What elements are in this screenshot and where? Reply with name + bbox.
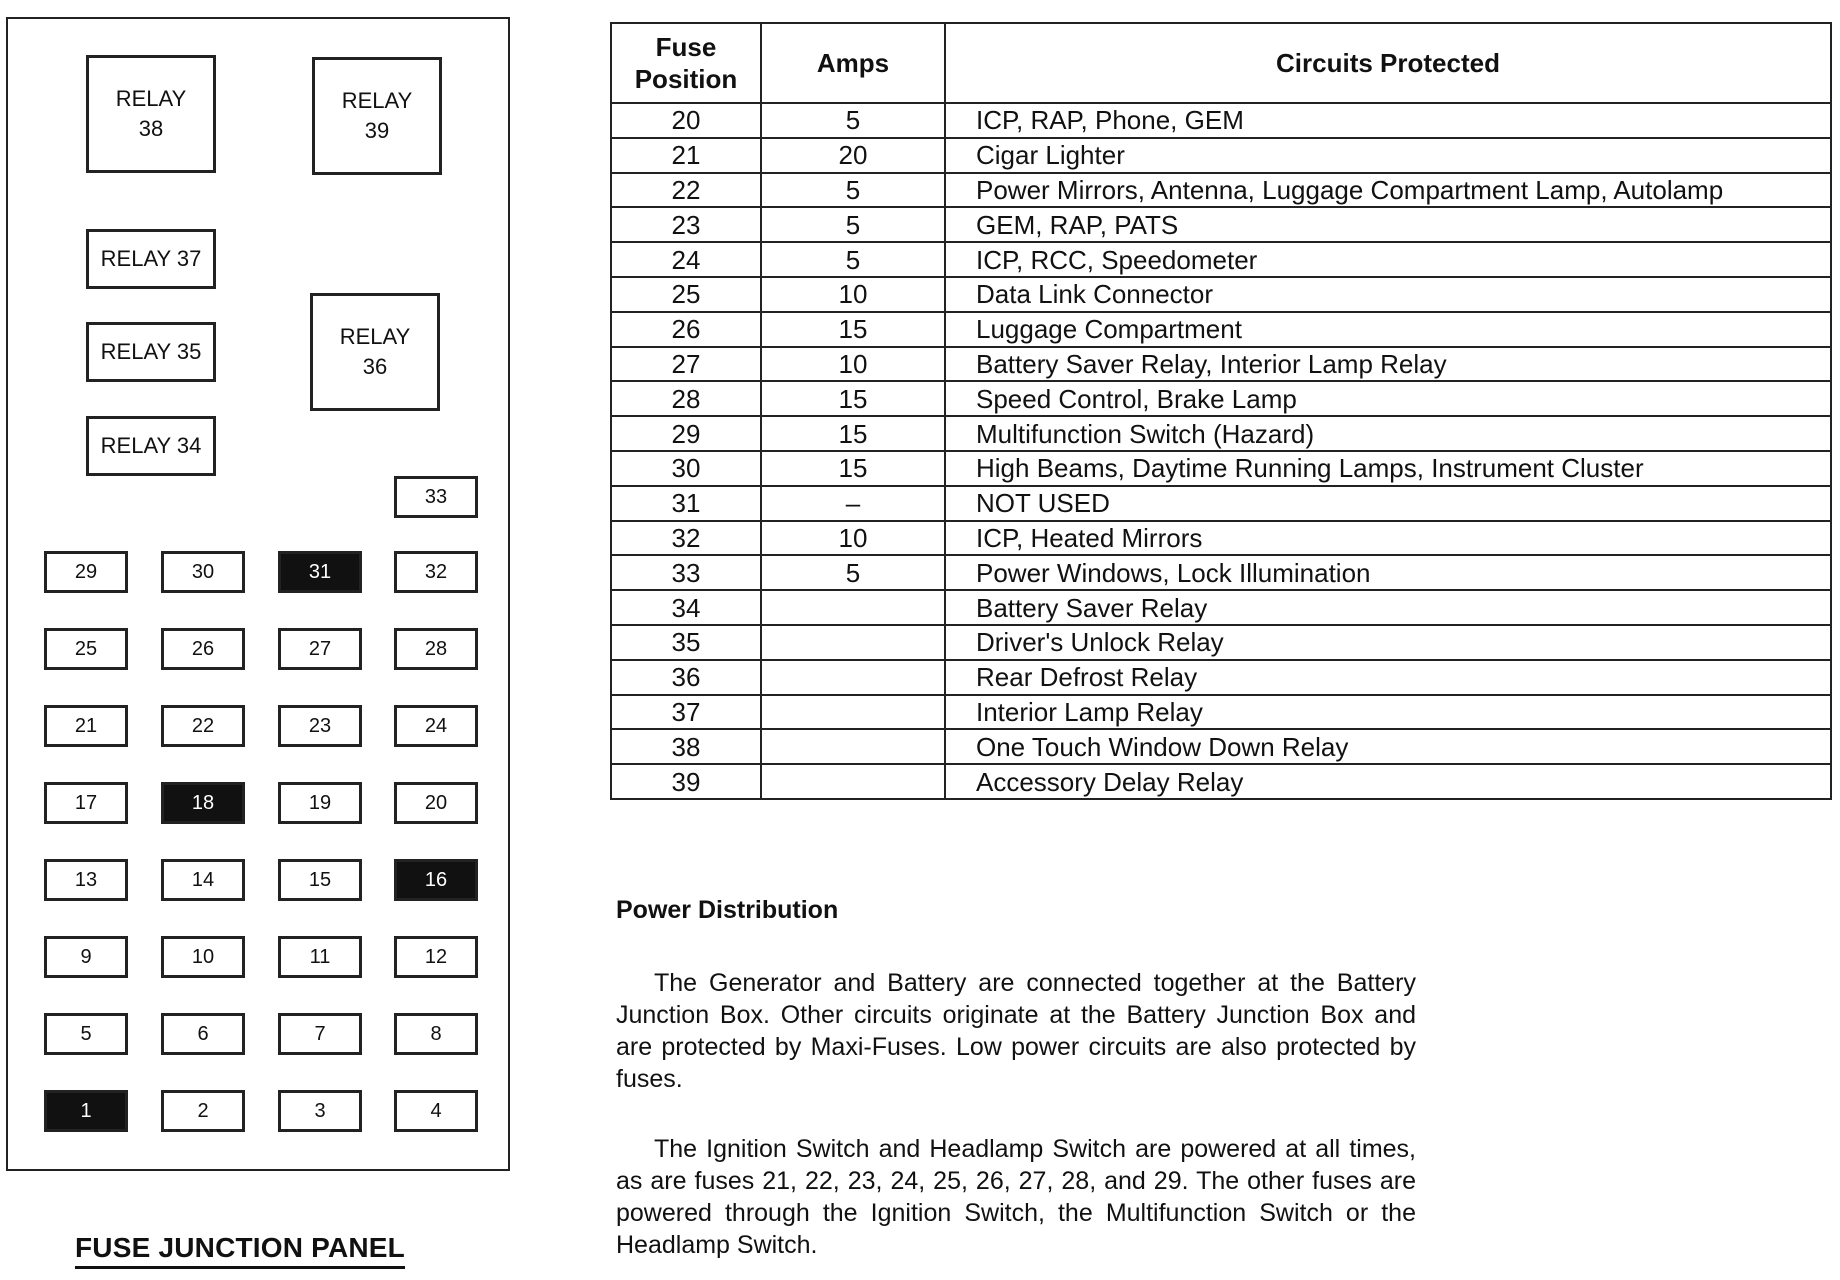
table-row (611, 486, 1831, 521)
relay-39-label-line2: 39 (364, 118, 390, 143)
cell-amps: 5 (761, 173, 945, 208)
fuse-1: 1 (44, 1090, 128, 1132)
relay-38-label-line2: 38 (138, 116, 164, 141)
cell-position: 22 (611, 173, 761, 208)
fuse-11: 11 (278, 936, 362, 978)
cell-position: 20 (611, 103, 761, 138)
fuse-8: 8 (394, 1013, 478, 1055)
cell-circuits: Cigar Lighter (945, 138, 1831, 173)
cell-circuits: One Touch Window Down Relay (945, 729, 1831, 764)
fuse-22: 22 (161, 705, 245, 747)
relay-35: RELAY 35 (86, 322, 216, 382)
table-row (611, 207, 1831, 242)
cell-position: 29 (611, 416, 761, 451)
relay-36 (310, 293, 440, 411)
table-row (611, 173, 1831, 208)
cell-circuits: High Beams, Daytime Running Lamps, Instrument Cluster (945, 451, 1831, 486)
cell-circuits: Speed Control, Brake Lamp (945, 381, 1831, 416)
cell-circuits: Accessory Delay Relay (945, 764, 1831, 799)
cell-position: 36 (611, 660, 761, 695)
cell-circuits: NOT USED (945, 486, 1831, 521)
power-distribution-paragraph-2: The Ignition Switch and Headlamp Switch are powered at all times, as are fuses 21, 22, 23, 24, 25, 26, 27, 28, and 29. The other fuses are powered through the Ignition Switch, the Multifunction Switch or the Headlamp Switch. (616, 1135, 1416, 1259)
cell-position: 38 (611, 729, 761, 764)
table-header-row (611, 23, 1831, 103)
table-row (611, 138, 1831, 173)
cell-amps (761, 625, 945, 660)
cell-circuits: Driver's Unlock Relay (945, 625, 1831, 660)
cell-position: 30 (611, 451, 761, 486)
fuse-31: 31 (278, 551, 362, 593)
cell-amps: 5 (761, 555, 945, 590)
relay-36-label-line1: RELAY (339, 324, 411, 349)
relay-38 (86, 55, 216, 173)
fuse-table (610, 22, 1832, 800)
table-row (611, 660, 1831, 695)
cell-position: 23 (611, 207, 761, 242)
fuse-12: 12 (394, 936, 478, 978)
fuse-23: 23 (278, 705, 362, 747)
relay-34: RELAY 34 (86, 416, 216, 476)
fuse-9: 9 (44, 936, 128, 978)
header-fuse-position-line1: Fuse (655, 32, 717, 62)
table-row (611, 555, 1831, 590)
table-row (611, 590, 1831, 625)
fuse-27: 27 (278, 628, 362, 670)
relay-36-label-line2: 36 (362, 354, 388, 379)
table-row (611, 695, 1831, 730)
cell-amps: 10 (761, 521, 945, 556)
relay-37: RELAY 37 (86, 229, 216, 289)
cell-circuits: GEM, RAP, PATS (945, 207, 1831, 242)
table-row (611, 277, 1831, 312)
fuse-24: 24 (394, 705, 478, 747)
table-row (611, 347, 1831, 382)
fuse-13: 13 (44, 859, 128, 901)
cell-circuits: Luggage Compartment (945, 312, 1831, 347)
cell-amps: 5 (761, 103, 945, 138)
cell-amps: 10 (761, 347, 945, 382)
fuse-3: 3 (278, 1090, 362, 1132)
fuse-28: 28 (394, 628, 478, 670)
cell-amps (761, 695, 945, 730)
relay-38-label-line1: RELAY (115, 86, 187, 111)
cell-circuits: ICP, RAP, Phone, GEM (945, 103, 1831, 138)
fuse-5: 5 (44, 1013, 128, 1055)
table-row (611, 729, 1831, 764)
fuse-18: 18 (161, 782, 245, 824)
cell-circuits: Interior Lamp Relay (945, 695, 1831, 730)
fuse-14: 14 (161, 859, 245, 901)
cell-circuits: ICP, Heated Mirrors (945, 521, 1831, 556)
cell-amps: 10 (761, 277, 945, 312)
cell-position: 24 (611, 242, 761, 277)
cell-circuits: Power Mirrors, Antenna, Luggage Compartment Lamp, Autolamp (945, 173, 1831, 208)
relay-39 (312, 57, 442, 175)
fuse-4: 4 (394, 1090, 478, 1132)
cell-position: 39 (611, 764, 761, 799)
table-row (611, 451, 1831, 486)
fuse-25: 25 (44, 628, 128, 670)
header-circuits-protected: Circuits Protected (945, 23, 1831, 103)
table-row (611, 103, 1831, 138)
fuse-26: 26 (161, 628, 245, 670)
fuse-15: 15 (278, 859, 362, 901)
fuse-junction-panel-diagram (6, 17, 510, 1171)
table-row (611, 416, 1831, 451)
cell-amps: 15 (761, 312, 945, 347)
cell-position: 35 (611, 625, 761, 660)
cell-position: 33 (611, 555, 761, 590)
cell-amps: 5 (761, 242, 945, 277)
panel-caption: FUSE JUNCTION PANEL (75, 1232, 405, 1269)
cell-circuits: Battery Saver Relay (945, 590, 1831, 625)
cell-amps (761, 660, 945, 695)
table-row (611, 312, 1831, 347)
table-row (611, 242, 1831, 277)
cell-amps: – (761, 486, 945, 521)
cell-amps (761, 590, 945, 625)
cell-position: 28 (611, 381, 761, 416)
cell-circuits: Data Link Connector (945, 277, 1831, 312)
header-fuse-position-line2: Position (634, 64, 738, 94)
cell-amps: 15 (761, 451, 945, 486)
fuse-21: 21 (44, 705, 128, 747)
cell-circuits: Power Windows, Lock Illumination (945, 555, 1831, 590)
cell-position: 25 (611, 277, 761, 312)
cell-circuits: Battery Saver Relay, Interior Lamp Relay (945, 347, 1831, 382)
fuse-29: 29 (44, 551, 128, 593)
fuse-16: 16 (394, 859, 478, 901)
cell-amps (761, 729, 945, 764)
cell-position: 21 (611, 138, 761, 173)
fuse-33: 33 (394, 476, 478, 518)
header-amps: Amps (761, 23, 945, 103)
cell-position: 37 (611, 695, 761, 730)
cell-circuits: ICP, RCC, Speedometer (945, 242, 1831, 277)
relay-39-label-line1: RELAY (341, 88, 413, 113)
cell-position: 26 (611, 312, 761, 347)
cell-amps: 5 (761, 207, 945, 242)
fuse-6: 6 (161, 1013, 245, 1055)
cell-amps: 15 (761, 416, 945, 451)
header-fuse-position (611, 23, 761, 103)
table-row (611, 625, 1831, 660)
fuse-32: 32 (394, 551, 478, 593)
table-row (611, 764, 1831, 799)
cell-position: 31 (611, 486, 761, 521)
cell-position: 34 (611, 590, 761, 625)
fuse-7: 7 (278, 1013, 362, 1055)
power-distribution-heading: Power Distribution (616, 896, 839, 924)
table-row (611, 521, 1831, 556)
cell-circuits: Rear Defrost Relay (945, 660, 1831, 695)
cell-amps: 15 (761, 381, 945, 416)
fuse-17: 17 (44, 782, 128, 824)
table-row (611, 381, 1831, 416)
fuse-19: 19 (278, 782, 362, 824)
fuse-20: 20 (394, 782, 478, 824)
power-distribution-paragraph-1: The Generator and Battery are connected together at the Battery Junction Box. Other circuits originate at the Battery Junction Box and are protected by Maxi-Fuses. Low power circuits are also protected by fuses. (616, 969, 1416, 1093)
cell-position: 27 (611, 347, 761, 382)
cell-circuits: Multifunction Switch (Hazard) (945, 416, 1831, 451)
cell-amps (761, 764, 945, 799)
cell-amps: 20 (761, 138, 945, 173)
cell-position: 32 (611, 521, 761, 556)
fuse-30: 30 (161, 551, 245, 593)
fuse-10: 10 (161, 936, 245, 978)
fuse-2: 2 (161, 1090, 245, 1132)
